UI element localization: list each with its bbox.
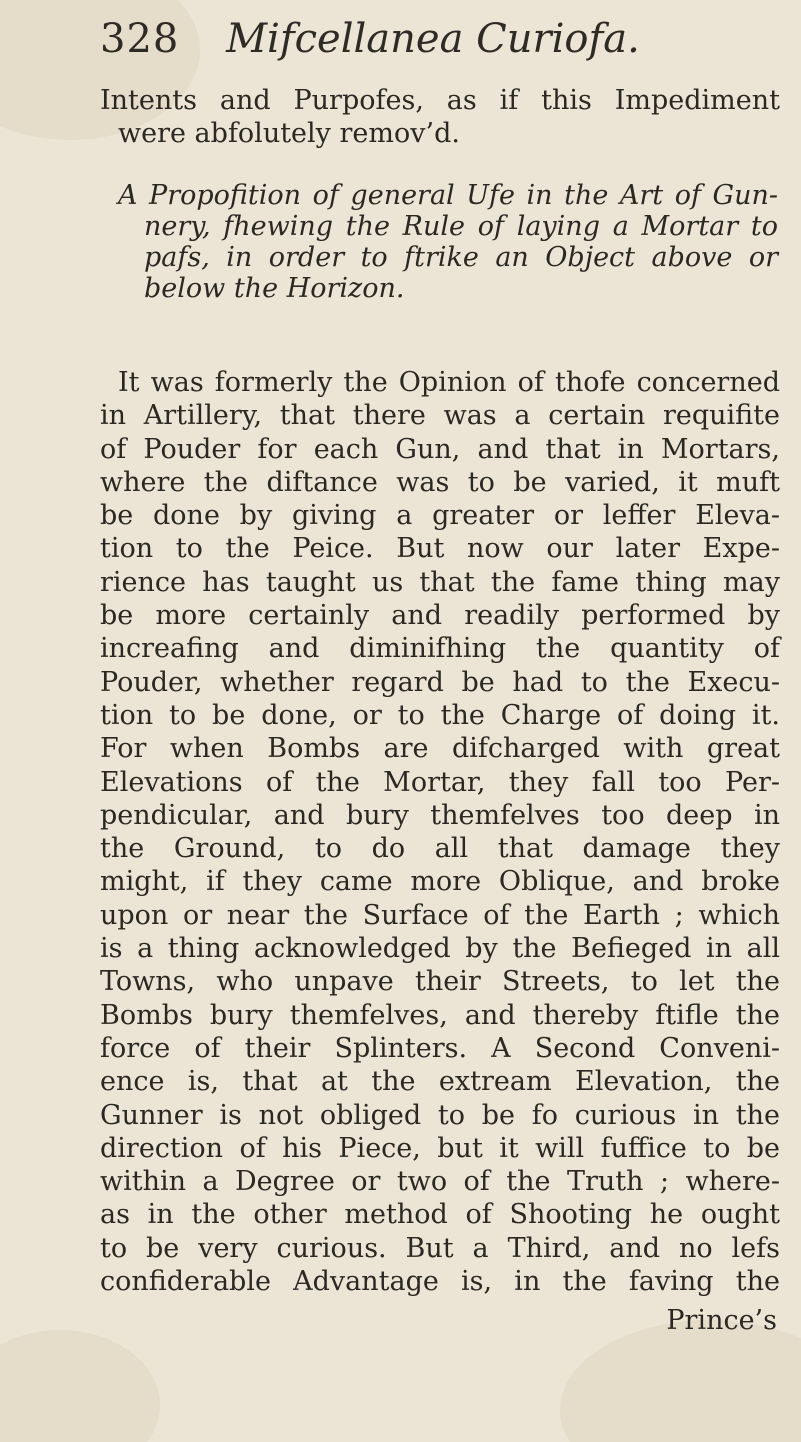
text-line: force of their Splinters. A Second Conveni-: [100, 1032, 780, 1064]
text-line: ence is, that at the extream Elevation, the: [100, 1066, 780, 1098]
text-line: is a thing acknowledged by the Befieged in all: [100, 933, 780, 965]
continuation-paragraph: [100, 84, 780, 151]
text-line: Bombs bury themfelves, and thereby ftifle the: [100, 999, 780, 1031]
text-line: confiderable Advantage is, in the faving the: [100, 1266, 780, 1298]
heading-line: A Propofition of general Ufe in the Art of Gun-: [118, 180, 778, 211]
heading-line: pafs, in order to ftrike an Object above or: [144, 242, 778, 273]
text-line: For when Bombs are difcharged with great: [100, 733, 780, 765]
text-line: Elevations of the Mortar, they fall too Per-: [100, 766, 780, 798]
text-line: rience has taught us that the fame thing may: [100, 566, 780, 598]
text-line: Towns, who unpave their Streets, to let the: [100, 966, 780, 998]
page-number: 328: [100, 16, 180, 62]
text-line: be done by giving a greater or leffer Eleva-: [100, 500, 780, 532]
body-paragraph: [100, 366, 780, 1298]
running-title: Mifcellanea Curiofa.: [226, 16, 640, 62]
text-line: within a Degree or two of the Truth ; where-: [100, 1166, 780, 1198]
text-line: pendicular, and bury themfelves too deep in: [100, 799, 780, 831]
section-heading: [118, 180, 778, 304]
text-line: Intents and Purpofes, as if this Impediment: [100, 85, 780, 116]
text-line: the Ground, to do all that damage they: [100, 833, 780, 865]
paper-stain: [0, 1330, 160, 1442]
text-line: as in the other method of Shooting he ought: [100, 1199, 780, 1231]
paper-stain: [560, 1320, 801, 1442]
text-line: tion to be done, or to the Charge of doing it.: [100, 699, 780, 731]
heading-line: nery, fhewing the Rule of laying a Mortar to: [144, 211, 778, 242]
catchword: Prince’s: [666, 1305, 777, 1336]
text-line: Gunner is not obliged to be fo curious in the: [100, 1099, 780, 1131]
text-line: It was formerly the Opinion of thofe concerned: [118, 367, 780, 398]
text-line: tion to the Peice. But now our later Expe-: [100, 533, 780, 565]
text-line: to be very curious. But a Third, and no lefs: [100, 1232, 780, 1264]
text-line: upon or near the Surface of the Earth ; which: [100, 899, 780, 931]
text-line: direction of his Piece, but it will fuffice to be: [100, 1132, 780, 1164]
text-line: be more certainly and readily performed by: [100, 600, 780, 632]
text-line: were abfolutely remov’d.: [118, 118, 460, 150]
text-line: might, if they came more Oblique, and broke: [100, 866, 780, 898]
running-head: [100, 16, 640, 62]
text-line: Pouder, whether regard be had to the Execu-: [100, 666, 780, 698]
text-line: increafing and diminifhing the quantity of: [100, 633, 780, 665]
text-line: where the diftance was to be varied, it muft: [100, 466, 780, 498]
heading-line: below the Horizon.: [144, 273, 405, 304]
text-line: in Artillery, that there was a certain requifite: [100, 400, 780, 432]
text-line: of Pouder for each Gun, and that in Mortars,: [100, 433, 780, 465]
